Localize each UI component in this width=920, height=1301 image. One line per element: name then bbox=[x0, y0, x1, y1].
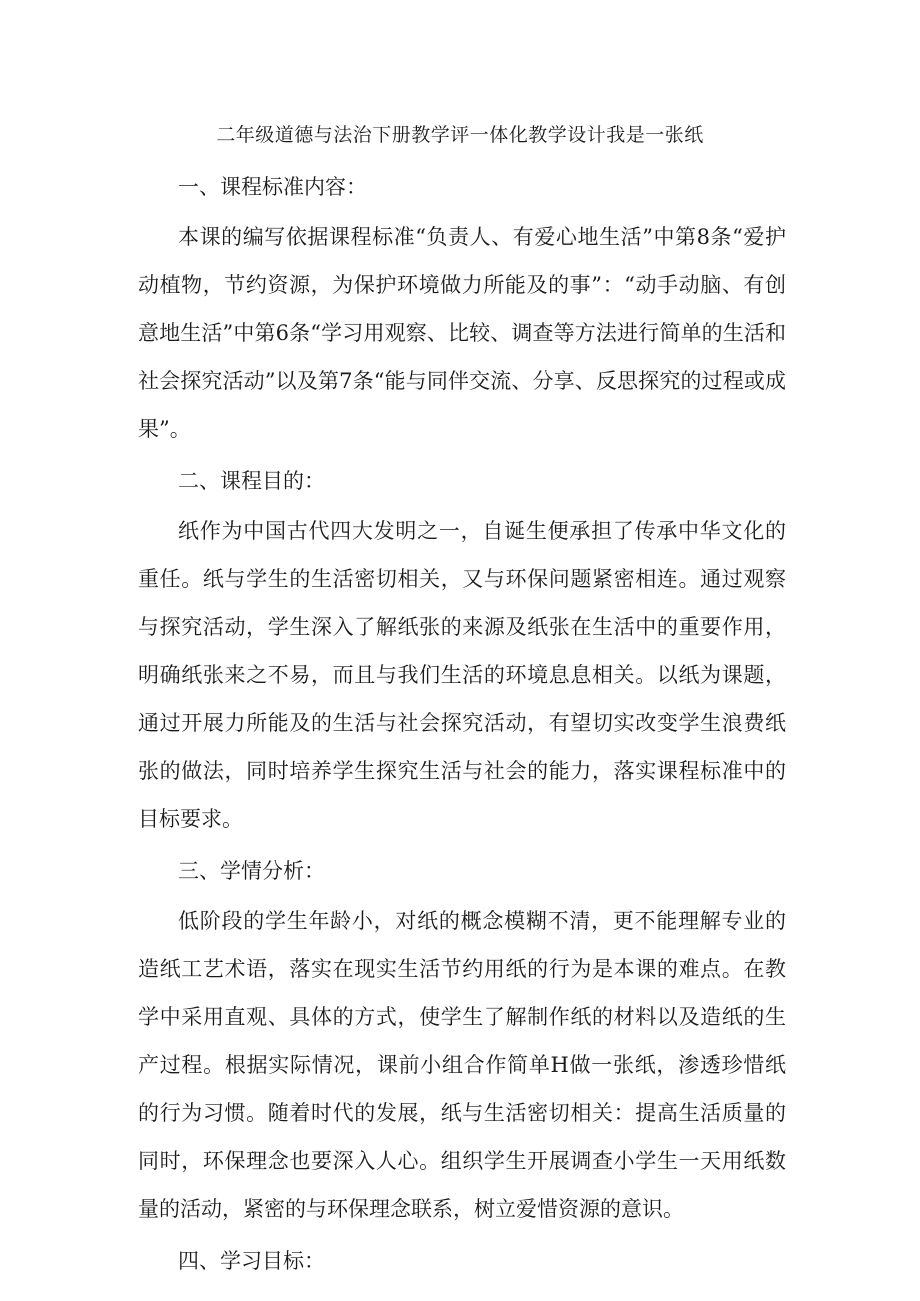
section-paragraph-curriculum-standard: 本课的编写依据课程标准“负责人、有爱心地生活”中第8条“爱护动植物，节约资源，为保护环境做力所能及的事”：“动手动脑、有创意地生活”中第6条“学习用观察、比较、调查等方法进行简单的生活和社会探究活动”以及第7条“能与同伴交流、分享、反思探究的过程或成果”。 bbox=[138, 225, 786, 441]
section-paragraph-course-purpose: 纸作为中国古代四大发明之一，自诞生便承担了传承中华文化的重任。纸与学生的生活密切相关，又与环保问题紧密相连。通过观察与探究活动，学生深入了解纸张的来源及纸张在生活中的重要作用，明确纸张来之不易，而且与我们生活的环境息息相关。以纸为课题，通过开展力所能及的生活与社会探究活动，有望切实改变学生浪费纸张的做法，同时培养学生探究生活与社会的能力，落实课程标准中的目标要求。 bbox=[138, 519, 786, 831]
section-heading-curriculum-standard: 一、课程标准内容： bbox=[178, 175, 367, 199]
section-paragraph-learner-analysis: 低阶段的学生年龄小，对纸的概念模糊不清，更不能理解专业的造纸工艺术语，落实在现实生活节约用纸的行为是本课的难点。在教学中采用直观、具体的方式，使学生了解制作纸的材料以及造纸的生产过程。根据实际情况，课前小组合作简单H做一张纸，渗透珍惜纸的行为习惯。随着时代的发展，纸与生活密切相关：提高生活质量的同时，环保理念也要深入人心。组织学生开展调查小学生一天用纸数量的活动，紧密的与环保理念联系，树立爱惜资源的意识。 bbox=[138, 909, 786, 1221]
section-heading-learner-analysis: 三、学情分析： bbox=[178, 859, 325, 883]
section-heading-course-purpose: 二、课程目的： bbox=[178, 469, 325, 493]
section-heading-learning-objectives: 四、学习目标： bbox=[178, 1249, 325, 1273]
document-title: 二年级道德与法治下册教学评一体化教学设计我是一张纸 bbox=[216, 124, 704, 146]
document-body bbox=[138, 163, 786, 1285]
